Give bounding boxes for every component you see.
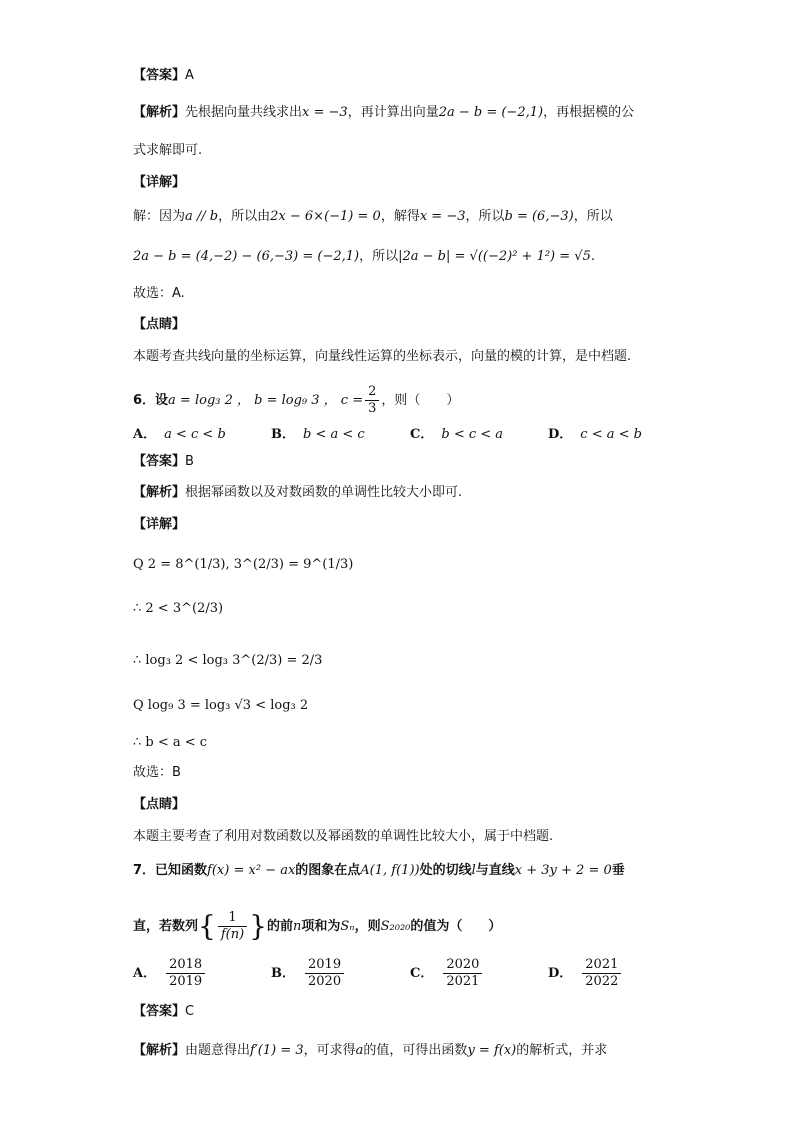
answer-value: C xyxy=(185,1004,195,1019)
q6-stem-line xyxy=(133,384,459,417)
option-label: C． xyxy=(410,966,434,981)
analysis-text: ，可求得 xyxy=(303,1043,356,1058)
option-label: A． xyxy=(133,966,157,981)
fraction-numerator: 2019 xyxy=(305,957,344,974)
q6-step-4 xyxy=(133,697,308,715)
option-text: a < c < b xyxy=(164,427,226,442)
math-expression: f(x) = x² − ax xyxy=(207,863,296,878)
fraction-denominator: 2021 xyxy=(446,974,480,989)
fraction-numerator: 2021 xyxy=(582,957,621,974)
comment-tag: 【点睛】 xyxy=(133,317,186,332)
q7-stem-line-1 xyxy=(133,862,625,880)
question-text: 直，若数列 xyxy=(133,919,199,934)
q7-analysis-line xyxy=(133,1042,607,1060)
math-expression: 2x − 6×(−1) = 0 xyxy=(270,209,381,224)
analysis-text: 的解析式，并求 xyxy=(516,1043,608,1058)
q7-stem-line-2 xyxy=(133,910,501,943)
q6-detail-tag-line xyxy=(133,516,185,534)
option-label: B． xyxy=(271,427,295,442)
q6-option-d xyxy=(548,423,642,442)
detail-text: . xyxy=(590,249,595,264)
detail-text: ，解得 xyxy=(380,209,420,224)
analysis-text: 根据幂函数以及对数函数的单调性比较大小即可. xyxy=(185,485,463,500)
right-brace: } xyxy=(249,909,267,943)
q6-answer-line xyxy=(133,453,194,471)
math-step: ∴ log₃ 2 < log₃ 3^(2/3) = 2/3 xyxy=(133,653,323,668)
math-expression: S₂₀₂₀ xyxy=(380,919,411,934)
q6-option-b xyxy=(271,423,365,442)
choose-text: 故选：A. xyxy=(133,286,185,301)
detail-tag: 【详解】 xyxy=(133,517,186,532)
math-expression: f′(1) = 3 xyxy=(250,1043,304,1058)
detail-text: ，所以 xyxy=(359,249,399,264)
q6-step-5 xyxy=(133,734,207,752)
detail-tag: 【详解】 xyxy=(133,175,186,190)
analysis-tag: 【解析】 xyxy=(133,485,186,500)
question-text: 处的切线 xyxy=(419,863,472,878)
analysis-tag: 【解析】 xyxy=(133,105,186,120)
choose-text: 故选：B xyxy=(133,765,181,780)
q6-option-a xyxy=(133,423,226,442)
option-fraction xyxy=(166,957,205,990)
math-expression: 2a − b = (−2,1) xyxy=(438,105,544,120)
question-text: 的图象在点 xyxy=(295,863,361,878)
analysis-text: 的值，可得出函数 xyxy=(363,1043,468,1058)
option-label: C． xyxy=(410,427,434,442)
math-expression: |2a − b| = √((−2)² + 1²) = √5 xyxy=(398,249,591,264)
math-expression: a // b xyxy=(185,209,219,224)
detail-text: 解：因为 xyxy=(133,209,186,224)
fraction xyxy=(218,910,247,943)
math-expression: b = (6,−3) xyxy=(504,209,574,224)
question-text: 的前 xyxy=(267,919,294,934)
math-step: ∴ b < a < c xyxy=(133,735,208,750)
comment-tag: 【点睛】 xyxy=(133,797,186,812)
q5-comment-tag-line xyxy=(133,316,185,334)
left-brace: { xyxy=(198,909,216,943)
fraction-numerator: 2 xyxy=(365,384,379,401)
q5-analysis-line xyxy=(133,104,634,122)
option-fraction xyxy=(443,957,482,990)
option-label: D． xyxy=(548,427,573,442)
detail-text: ，所以 xyxy=(573,209,613,224)
analysis-text: ，再根据模的公 xyxy=(543,105,635,120)
math-expression: l xyxy=(471,863,476,878)
q5-detail-line-1 xyxy=(133,208,613,226)
option-fraction xyxy=(582,957,621,990)
question-text: 垂 xyxy=(611,863,625,878)
analysis-text: 式求解即可. xyxy=(133,143,203,158)
question-text: 项和为 xyxy=(301,919,341,934)
question-number: 7．已知函数 xyxy=(133,863,208,878)
q5-answer-line xyxy=(133,67,194,85)
math-expression: a = log₃ 2 ， b = log₉ 3 ， c = xyxy=(168,393,364,408)
math-expression: A(1, f(1)) xyxy=(360,863,420,878)
q5-detail-tag-line xyxy=(133,174,185,192)
fraction-denominator: 3 xyxy=(368,401,377,416)
math-step: ∴ 2 < 3^(2/3) xyxy=(133,601,224,616)
option-label: D． xyxy=(548,966,573,981)
fraction xyxy=(365,384,379,417)
math-expression: x = −3 xyxy=(419,209,466,224)
q6-comment-line xyxy=(133,828,553,846)
option-label: B． xyxy=(271,966,295,981)
detail-text: ，所以由 xyxy=(218,209,271,224)
answer-value: A xyxy=(185,68,194,83)
option-text: b < c < a xyxy=(441,427,504,442)
q7-option-b xyxy=(271,957,346,990)
answer-tag: 【答案】 xyxy=(133,454,186,469)
answer-tag: 【答案】 xyxy=(133,68,186,83)
question-number: 6．设 xyxy=(133,393,169,408)
math-expression: Sₙ xyxy=(340,919,355,934)
fraction-numerator: 1 xyxy=(218,910,247,927)
q5-analysis-cont xyxy=(133,142,202,160)
option-fraction xyxy=(305,957,344,990)
question-text: 与直线 xyxy=(475,863,515,878)
q6-option-c xyxy=(410,423,503,442)
math-expression: 2a − b = (4,−2) − (6,−3) = (−2,1) xyxy=(133,249,360,264)
answer-tag: 【答案】 xyxy=(133,1004,186,1019)
question-text: ，则 xyxy=(354,919,381,934)
question-text: ，则（ ） xyxy=(381,393,460,408)
q6-step-1 xyxy=(133,556,353,574)
fraction-denominator: f(n) xyxy=(220,927,245,942)
math-expression: x = −3 xyxy=(302,105,348,120)
q6-comment-tag-line xyxy=(133,796,185,814)
math-expression: y = f(x) xyxy=(467,1043,517,1058)
answer-value: B xyxy=(185,454,194,469)
analysis-text: ，再计算出向量 xyxy=(347,105,439,120)
comment-text: 本题考查共线向量的坐标运算，向量线性运算的坐标表示，向量的模的计算，是中档题. xyxy=(133,349,632,364)
q6-choose-line xyxy=(133,764,181,782)
q7-option-d xyxy=(548,957,623,990)
option-text: b < a < c xyxy=(303,427,365,442)
q6-step-3 xyxy=(133,652,322,670)
math-expression: n xyxy=(293,919,302,934)
q5-comment-line xyxy=(133,348,631,366)
q7-option-c xyxy=(410,957,484,990)
detail-text: ，所以 xyxy=(465,209,505,224)
fraction-numerator: 2020 xyxy=(443,957,482,974)
option-label: A． xyxy=(133,427,157,442)
analysis-text: 先根据向量共线求出 xyxy=(185,105,303,120)
math-expression: a xyxy=(355,1043,364,1058)
analysis-text: 由题意得出 xyxy=(185,1043,251,1058)
fraction-numerator: 2018 xyxy=(166,957,205,974)
math-expression: x + 3y + 2 = 0 xyxy=(514,863,612,878)
math-step: Q 2 = 8^(1/3), 3^(2/3) = 9^(1/3) xyxy=(133,557,354,572)
fraction-denominator: 2019 xyxy=(169,974,203,989)
q6-analysis-line xyxy=(133,484,462,502)
q5-choose-line xyxy=(133,285,185,303)
math-step: Q log₉ 3 = log₃ √3 < log₃ 2 xyxy=(133,698,309,713)
analysis-tag: 【解析】 xyxy=(133,1043,186,1058)
option-text: c < a < b xyxy=(580,427,642,442)
q5-detail-line-2 xyxy=(133,248,595,266)
q7-answer-line xyxy=(133,1003,194,1021)
question-text: 的值为（ ） xyxy=(410,919,502,934)
q7-option-a xyxy=(133,957,207,990)
comment-text: 本题主要考查了利用对数函数以及幂函数的单调性比较大小，属于中档题. xyxy=(133,829,554,844)
fraction-denominator: 2022 xyxy=(585,974,619,989)
q6-step-2 xyxy=(133,600,223,618)
fraction-denominator: 2020 xyxy=(308,974,342,989)
